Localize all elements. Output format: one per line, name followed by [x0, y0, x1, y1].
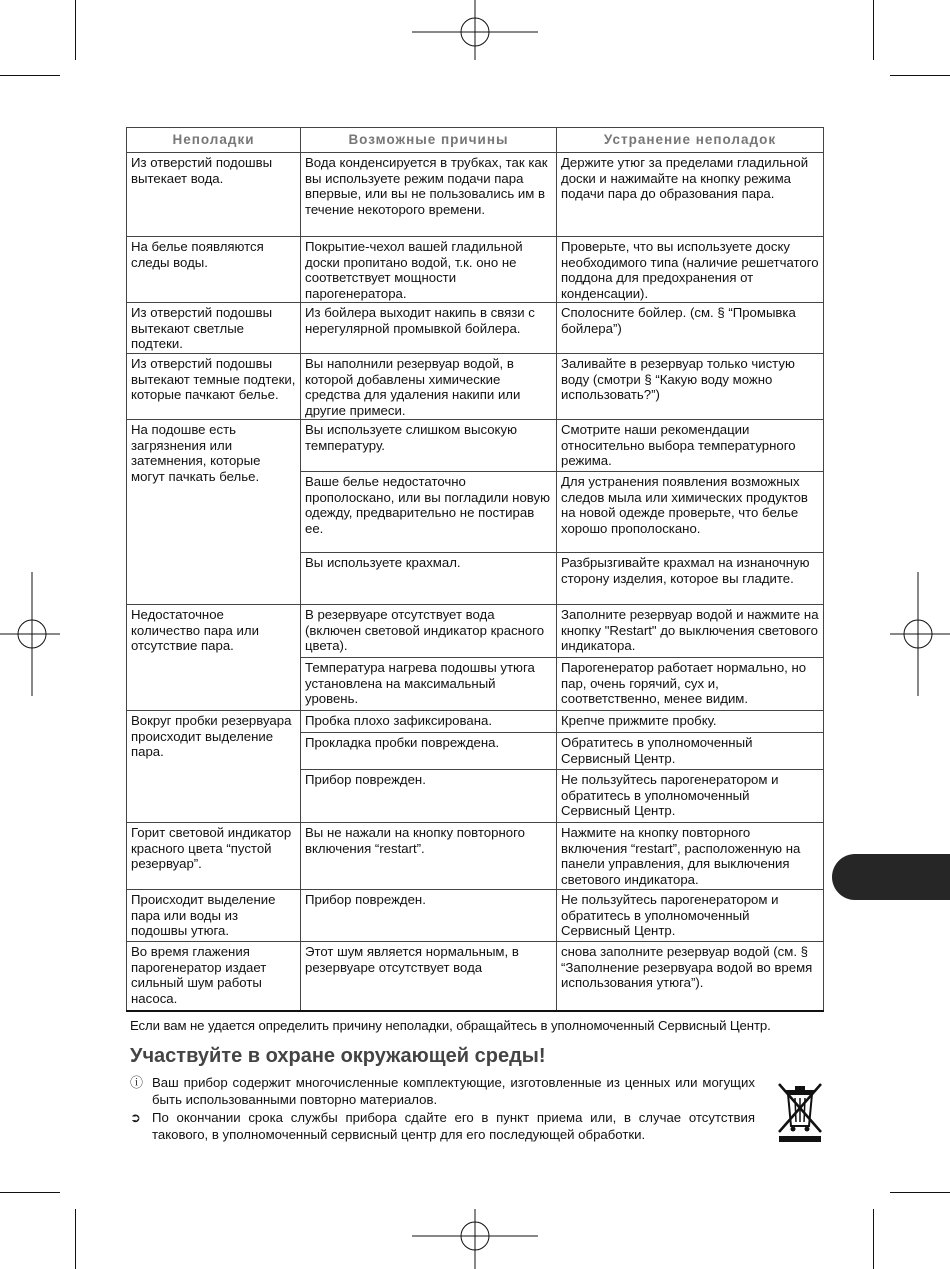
cause-cell: Вода конденсируется в трубках, так как вы используете режим подачи пара впервые, или вы не пользовались им в течение некоторого времени. — [301, 153, 557, 237]
registration-mark-icon — [412, 1209, 538, 1269]
cause-cell: Пробка плохо зафиксирована. — [301, 711, 557, 733]
problem-cell: Происходит выделение пара или воды из подошвы утюга. — [127, 890, 301, 942]
crop-mark — [890, 1192, 950, 1193]
table-row — [127, 605, 824, 658]
cause-cell: Прибор поврежден. — [301, 770, 557, 823]
crop-mark — [890, 75, 950, 76]
language-tab-marker — [832, 854, 950, 900]
cause-cell: Прибор поврежден. — [301, 890, 557, 942]
solution-cell: Заполните резервуар водой и нажмите на кнопку "Restart" до выключения светового индикатора. — [557, 605, 824, 658]
problem-cell: Недостаточное количество пара или отсутствие пара. — [127, 605, 301, 711]
crossed-out-bin-icon — [773, 1080, 827, 1144]
crop-mark — [75, 0, 76, 60]
cause-cell: Вы используете слишком высокую температуру. — [301, 420, 557, 472]
problem-cell: На подошве есть загрязнения или затемнения, которые могут пачкать белье. — [127, 420, 301, 605]
cause-cell: Вы используете крахмал. — [301, 553, 557, 605]
solution-cell: Смотрите наши рекомендации относительно выбора температурного режима. — [557, 420, 824, 472]
crop-mark — [0, 1192, 60, 1193]
cause-cell: Температура нагрева подошвы утюга установлена на максимальный уровень. — [301, 658, 557, 711]
table-row — [127, 354, 824, 420]
solution-cell: Держите утюг за пределами гладильной доски и нажимайте на кнопку режима подачи пара до образования пара. — [557, 153, 824, 237]
header-causes: Возможные причины — [301, 128, 557, 153]
crop-mark — [75, 1209, 76, 1269]
registration-mark-icon — [412, 0, 538, 60]
header-problems: Неполадки — [127, 128, 301, 153]
info-icon: ⓘ — [130, 1075, 144, 1090]
table-header-row — [127, 128, 824, 153]
cause-cell: Вы наполнили резервуар водой, в которой добавлены химические средства для удаления накипи или другие примеси. — [301, 354, 557, 420]
solution-cell: Парогенератор работает нормально, но пар, очень горячий, сух и, соответственно, менее видим. — [557, 658, 824, 711]
solution-cell: Заливайте в резервуар только чистую воду (смотри § “Какую воду можно использовать?”) — [557, 354, 824, 420]
registration-mark-icon — [890, 572, 950, 696]
solution-cell: Сполосните бойлер. (см. § “Промывка бойлера”) — [557, 303, 824, 354]
problem-cell: Во время глажения парогенератор издает сильный шум работы насоса. — [127, 942, 301, 1011]
cause-cell: Этот шум является нормальным, в резервуаре отсутствует вода — [301, 942, 557, 1011]
cause-cell: Вы не нажали на кнопку повторного включения “restart”. — [301, 823, 557, 890]
cause-cell: В резервуаре отсутствует вода (включен световой индикатор красного цвета). — [301, 605, 557, 658]
registration-mark-icon — [0, 572, 60, 696]
solution-cell: Для устранения появления возможных следов мыла или химических продуктов на новой одежде проверьте, что белье хорошо прополоскано. — [557, 472, 824, 553]
service-center-note: Если вам не удается определить причину неполадки, обращайтесь в уполномоченный Сервисный Центр. — [130, 1018, 771, 1033]
cause-cell: Ваше белье недостаточно прополоскано, или вы погладили новую одежду, предварительно не постирав ее. — [301, 472, 557, 553]
table-row — [127, 823, 824, 890]
troubleshooting-table — [126, 127, 824, 1012]
environment-bullet — [130, 1109, 755, 1143]
header-solutions: Устранение неполадок — [557, 128, 824, 153]
problem-cell: Из отверстий подошвы вытекает вода. — [127, 153, 301, 237]
crop-mark — [873, 0, 874, 60]
table-row — [127, 890, 824, 942]
table-row — [127, 153, 824, 237]
environment-title: Участвуйте в охране окружающей среды! — [130, 1045, 546, 1067]
table-row — [127, 942, 824, 1011]
arrow-icon: ➲ — [130, 1110, 141, 1125]
solution-cell: Разбрызгивайте крахмал на изнаночную сторону изделия, которое вы гладите. — [557, 553, 824, 605]
problem-cell: Из отверстий подошвы вытекают светлые подтеки. — [127, 303, 301, 354]
bullet-text: По окончании срока службы прибора сдайте его в пункт приема или, в случае отсутствия такового, в уполномоченный сервисный центр для его последующей обработки. — [152, 1110, 755, 1142]
solution-cell: Обратитесь в уполномоченный Сервисный Центр. — [557, 733, 824, 770]
table-row — [127, 237, 824, 303]
problem-cell: Из отверстий подошвы вытекают темные подтеки, которые пачкают белье. — [127, 354, 301, 420]
environment-bullet — [130, 1074, 755, 1108]
solution-cell: Проверьте, что вы используете доску необходимого типа (наличие решетчатого поддона для предохранения от конденсации). — [557, 237, 824, 303]
crop-mark — [0, 75, 60, 76]
table-row — [127, 711, 824, 733]
solution-cell: снова заполните резервуар водой (см. § “Заполнение резервуара водой во время использования утюга”). — [557, 942, 824, 1011]
solution-cell: Крепче прижмите пробку. — [557, 711, 824, 733]
cause-cell: Из бойлера выходит накипь в связи с нерегулярной промывкой бойлера. — [301, 303, 557, 354]
solution-cell: Не пользуйтесь парогенератором и обратитесь в уполномоченный Сервисный Центр. — [557, 890, 824, 942]
crop-mark — [873, 1209, 874, 1269]
problem-cell: На белье появляются следы воды. — [127, 237, 301, 303]
solution-cell: Нажмите на кнопку повторного включения “restart”, расположенную на панели управления, для выключения светового индикатора. — [557, 823, 824, 890]
table-row — [127, 420, 824, 472]
bullet-text: Ваш прибор содержит многочисленные комплектующие, изготовленные из ценных или могущих быть использованными повторно материалов. — [152, 1075, 755, 1107]
problem-cell: Вокруг пробки резервуара происходит выделение пара. — [127, 711, 301, 823]
solution-cell: Не пользуйтесь парогенератором и обратитесь в уполномоченный Сервисный Центр. — [557, 770, 824, 823]
table-row — [127, 303, 824, 354]
cause-cell: Прокладка пробки повреждена. — [301, 733, 557, 770]
problem-cell: Горит световой индикатор красного цвета “пустой резервуар”. — [127, 823, 301, 890]
cause-cell: Покрытие-чехол вашей гладильной доски пропитано водой, т.к. оно не соответствует мощности парогенератора. — [301, 237, 557, 303]
